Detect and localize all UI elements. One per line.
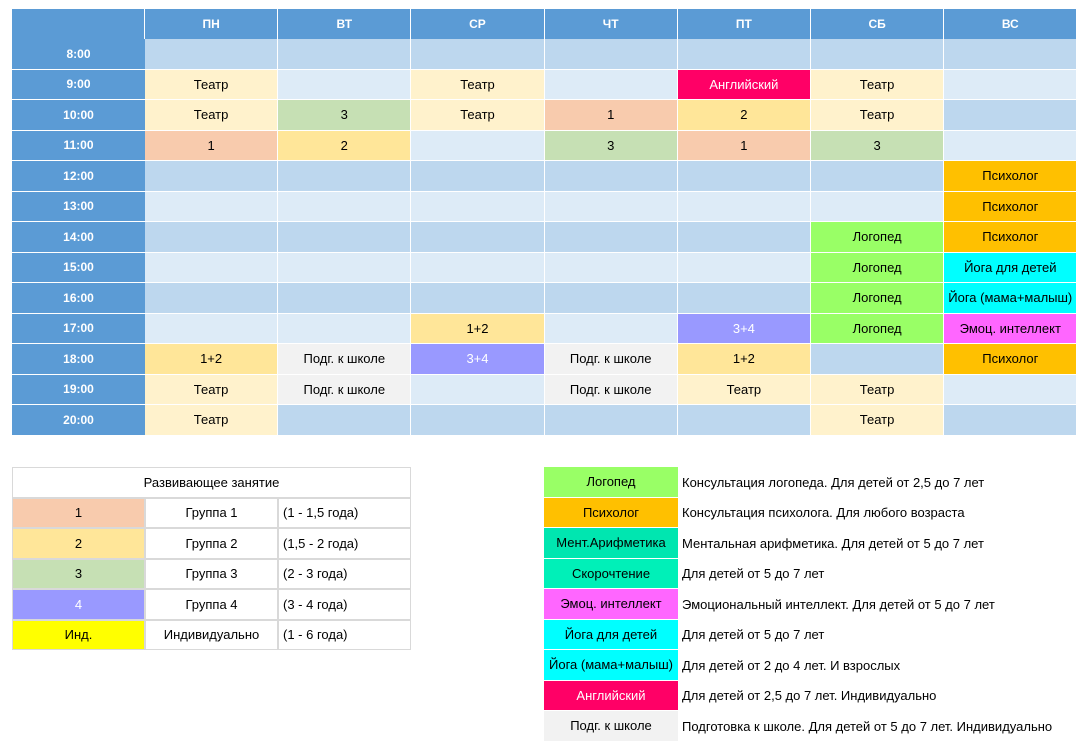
schedule-empty-cell <box>545 253 678 284</box>
legend-age: (3 - 4 года) <box>278 589 411 620</box>
time-label: 13:00 <box>12 192 145 223</box>
schedule-entry: Театр <box>411 70 544 101</box>
schedule-entry: Английский <box>678 70 811 101</box>
legend-code: 3 <box>12 559 145 590</box>
time-label: 16:00 <box>12 283 145 314</box>
schedule-entry: 3 <box>545 131 678 162</box>
schedule-entry: 1+2 <box>411 314 544 345</box>
schedule-empty-cell <box>545 405 678 436</box>
schedule-entry: 3 <box>811 131 944 162</box>
schedule-entry: 1 <box>678 131 811 162</box>
legend-activity-label: Йога для детей <box>544 620 678 651</box>
schedule-entry: Театр <box>411 100 544 131</box>
schedule-empty-cell <box>944 70 1077 101</box>
schedule-entry: 2 <box>678 100 811 131</box>
schedule-empty-cell <box>545 283 678 314</box>
schedule-empty-cell <box>145 283 278 314</box>
schedule-empty-cell <box>145 314 278 345</box>
schedule-empty-cell <box>145 253 278 284</box>
schedule-entry: Психолог <box>944 192 1077 223</box>
schedule-empty-cell <box>545 39 678 70</box>
legend-title: Развивающее занятие <box>12 467 411 498</box>
legend-activity-desc: Для детей от 2 до 4 лет. И взрослых <box>682 657 901 673</box>
schedule-empty-cell <box>545 314 678 345</box>
schedule-empty-cell <box>678 39 811 70</box>
legend-group: Группа 1 <box>145 498 278 529</box>
day-header: ПН <box>145 9 278 39</box>
schedule-entry: Логопед <box>811 314 944 345</box>
schedule-entry: Логопед <box>811 253 944 284</box>
legend-activity-desc: Для детей от 5 до 7 лет <box>682 627 825 643</box>
schedule-entry: Психолог <box>944 161 1077 192</box>
schedule-entry: Йога для детей <box>944 253 1077 284</box>
schedule-entry: Театр <box>811 405 944 436</box>
schedule-entry: Логопед <box>811 222 944 253</box>
time-label: 15:00 <box>12 253 145 284</box>
schedule-empty-cell <box>278 253 411 284</box>
schedule-entry: Театр <box>678 375 811 406</box>
legend-activity-label: Психолог <box>544 498 678 529</box>
schedule-entry: 3+4 <box>678 314 811 345</box>
legend-activity-desc: Для детей от 2,5 до 7 лет. Индивидуально <box>682 688 937 704</box>
legend-activity-desc: Эмоциональный интеллект. Для детей от 5 до 7 лет <box>682 596 995 612</box>
schedule-empty-cell <box>411 39 544 70</box>
schedule-empty-cell <box>411 222 544 253</box>
schedule-empty-cell <box>678 192 811 223</box>
legend-age: (1,5 - 2 года) <box>278 528 411 559</box>
schedule-empty-cell <box>678 405 811 436</box>
schedule-empty-cell <box>411 192 544 223</box>
legend-age: (1 - 1,5 года) <box>278 498 411 529</box>
schedule-entry: Подг. к школе <box>278 375 411 406</box>
legend-activity-desc: Консультация логопеда. Для детей от 2,5 до 7 лет <box>682 474 985 490</box>
schedule-empty-cell <box>678 253 811 284</box>
schedule-empty-cell <box>411 405 544 436</box>
schedule-empty-cell <box>944 405 1077 436</box>
schedule-empty-cell <box>545 192 678 223</box>
schedule-entry: Подг. к школе <box>545 375 678 406</box>
schedule-entry: 1 <box>145 131 278 162</box>
legend-activity-desc: Для детей от 5 до 7 лет <box>682 566 825 582</box>
schedule-empty-cell <box>944 375 1077 406</box>
schedule-entry: Подг. к школе <box>545 344 678 375</box>
schedule-empty-cell <box>278 222 411 253</box>
legend-activity-label: Подг. к школе <box>544 711 678 742</box>
schedule-entry: 1 <box>545 100 678 131</box>
schedule-empty-cell <box>411 161 544 192</box>
schedule-entry: Театр <box>145 70 278 101</box>
schedule-empty-cell <box>944 39 1077 70</box>
schedule-entry: Театр <box>811 70 944 101</box>
schedule-empty-cell <box>811 192 944 223</box>
schedule-empty-cell <box>411 131 544 162</box>
legend-group: Группа 2 <box>145 528 278 559</box>
schedule-entry: 2 <box>278 131 411 162</box>
schedule-entry: Психолог <box>944 222 1077 253</box>
legend-code: Инд. <box>12 620 145 651</box>
legend-group: Индивидуально <box>145 620 278 651</box>
schedule-empty-cell <box>278 405 411 436</box>
schedule-empty-cell <box>278 314 411 345</box>
day-header: ВС <box>944 9 1077 39</box>
legend-code: 4 <box>12 589 145 620</box>
legend-activity-label: Английский <box>544 681 678 712</box>
schedule-entry: Театр <box>811 375 944 406</box>
schedule-empty-cell <box>278 70 411 101</box>
schedule-entry: Театр <box>145 375 278 406</box>
schedule-empty-cell <box>411 283 544 314</box>
schedule-empty-cell <box>411 375 544 406</box>
schedule-empty-cell <box>811 161 944 192</box>
legend-group: Группа 4 <box>145 589 278 620</box>
schedule-empty-cell <box>944 100 1077 131</box>
time-label: 10:00 <box>12 100 145 131</box>
schedule-entry: 1+2 <box>678 344 811 375</box>
legend-activity-desc: Подготовка к школе. Для детей от 5 до 7 лет. Индивидуально <box>682 718 1053 734</box>
schedule-empty-cell <box>678 283 811 314</box>
day-header: ПТ <box>678 9 811 39</box>
time-label: 19:00 <box>12 375 145 406</box>
schedule-empty-cell <box>278 39 411 70</box>
schedule-empty-cell <box>278 192 411 223</box>
schedule-entry: Йога (мама+малыш) <box>944 283 1077 314</box>
legend-code: 2 <box>12 528 145 559</box>
day-header: СР <box>411 9 544 39</box>
legend-activity-label: Эмоц. интеллект <box>544 589 678 620</box>
legend-activity-desc: Ментальная арифметика. Для детей от 5 до 7 лет <box>682 535 984 551</box>
schedule-empty-cell <box>411 253 544 284</box>
schedule-empty-cell <box>145 39 278 70</box>
legend-age: (2 - 3 года) <box>278 559 411 590</box>
schedule-entry: Театр <box>145 405 278 436</box>
legend-code: 1 <box>12 498 145 529</box>
legend-age: (1 - 6 года) <box>278 620 411 651</box>
time-label: 14:00 <box>12 222 145 253</box>
legend-activity-label: Скорочтение <box>544 559 678 590</box>
time-label: 11:00 <box>12 131 145 162</box>
schedule-entry: Психолог <box>944 344 1077 375</box>
schedule-empty-cell <box>811 344 944 375</box>
schedule-entry: Подг. к школе <box>278 344 411 375</box>
time-label: 8:00 <box>12 39 145 70</box>
schedule-empty-cell <box>278 161 411 192</box>
schedule-entry: Театр <box>145 100 278 131</box>
schedule-entry: Театр <box>811 100 944 131</box>
schedule-empty-cell <box>145 222 278 253</box>
time-label: 17:00 <box>12 314 145 345</box>
schedule-empty-cell <box>145 192 278 223</box>
day-header: ВТ <box>278 9 411 39</box>
time-label: 18:00 <box>12 344 145 375</box>
time-label: 9:00 <box>12 70 145 101</box>
schedule-empty-cell <box>545 161 678 192</box>
schedule-empty-cell <box>278 283 411 314</box>
schedule-empty-cell <box>678 161 811 192</box>
legend-group: Группа 3 <box>145 559 278 590</box>
day-header: ЧТ <box>545 9 678 39</box>
legend-activity-label: Мент.Арифметика <box>544 528 678 559</box>
legend-activity-label: Логопед <box>544 467 678 498</box>
legend-activity-desc: Консультация психолога. Для любого возраста <box>682 505 965 521</box>
schedule-entry: Эмоц. интеллект <box>944 314 1077 345</box>
time-label: 12:00 <box>12 161 145 192</box>
schedule-empty-cell <box>678 222 811 253</box>
schedule-empty-cell <box>545 70 678 101</box>
schedule-entry: 1+2 <box>145 344 278 375</box>
time-label: 20:00 <box>12 405 145 436</box>
schedule-entry: 3+4 <box>411 344 544 375</box>
schedule-empty-cell <box>944 131 1077 162</box>
day-header: СБ <box>811 9 944 39</box>
schedule-entry: Логопед <box>811 283 944 314</box>
schedule-entry: 3 <box>278 100 411 131</box>
corner-cell <box>12 9 145 39</box>
schedule-empty-cell <box>145 161 278 192</box>
schedule-empty-cell <box>545 222 678 253</box>
legend-activity-label: Йога (мама+малыш) <box>544 650 678 681</box>
schedule-empty-cell <box>811 39 944 70</box>
